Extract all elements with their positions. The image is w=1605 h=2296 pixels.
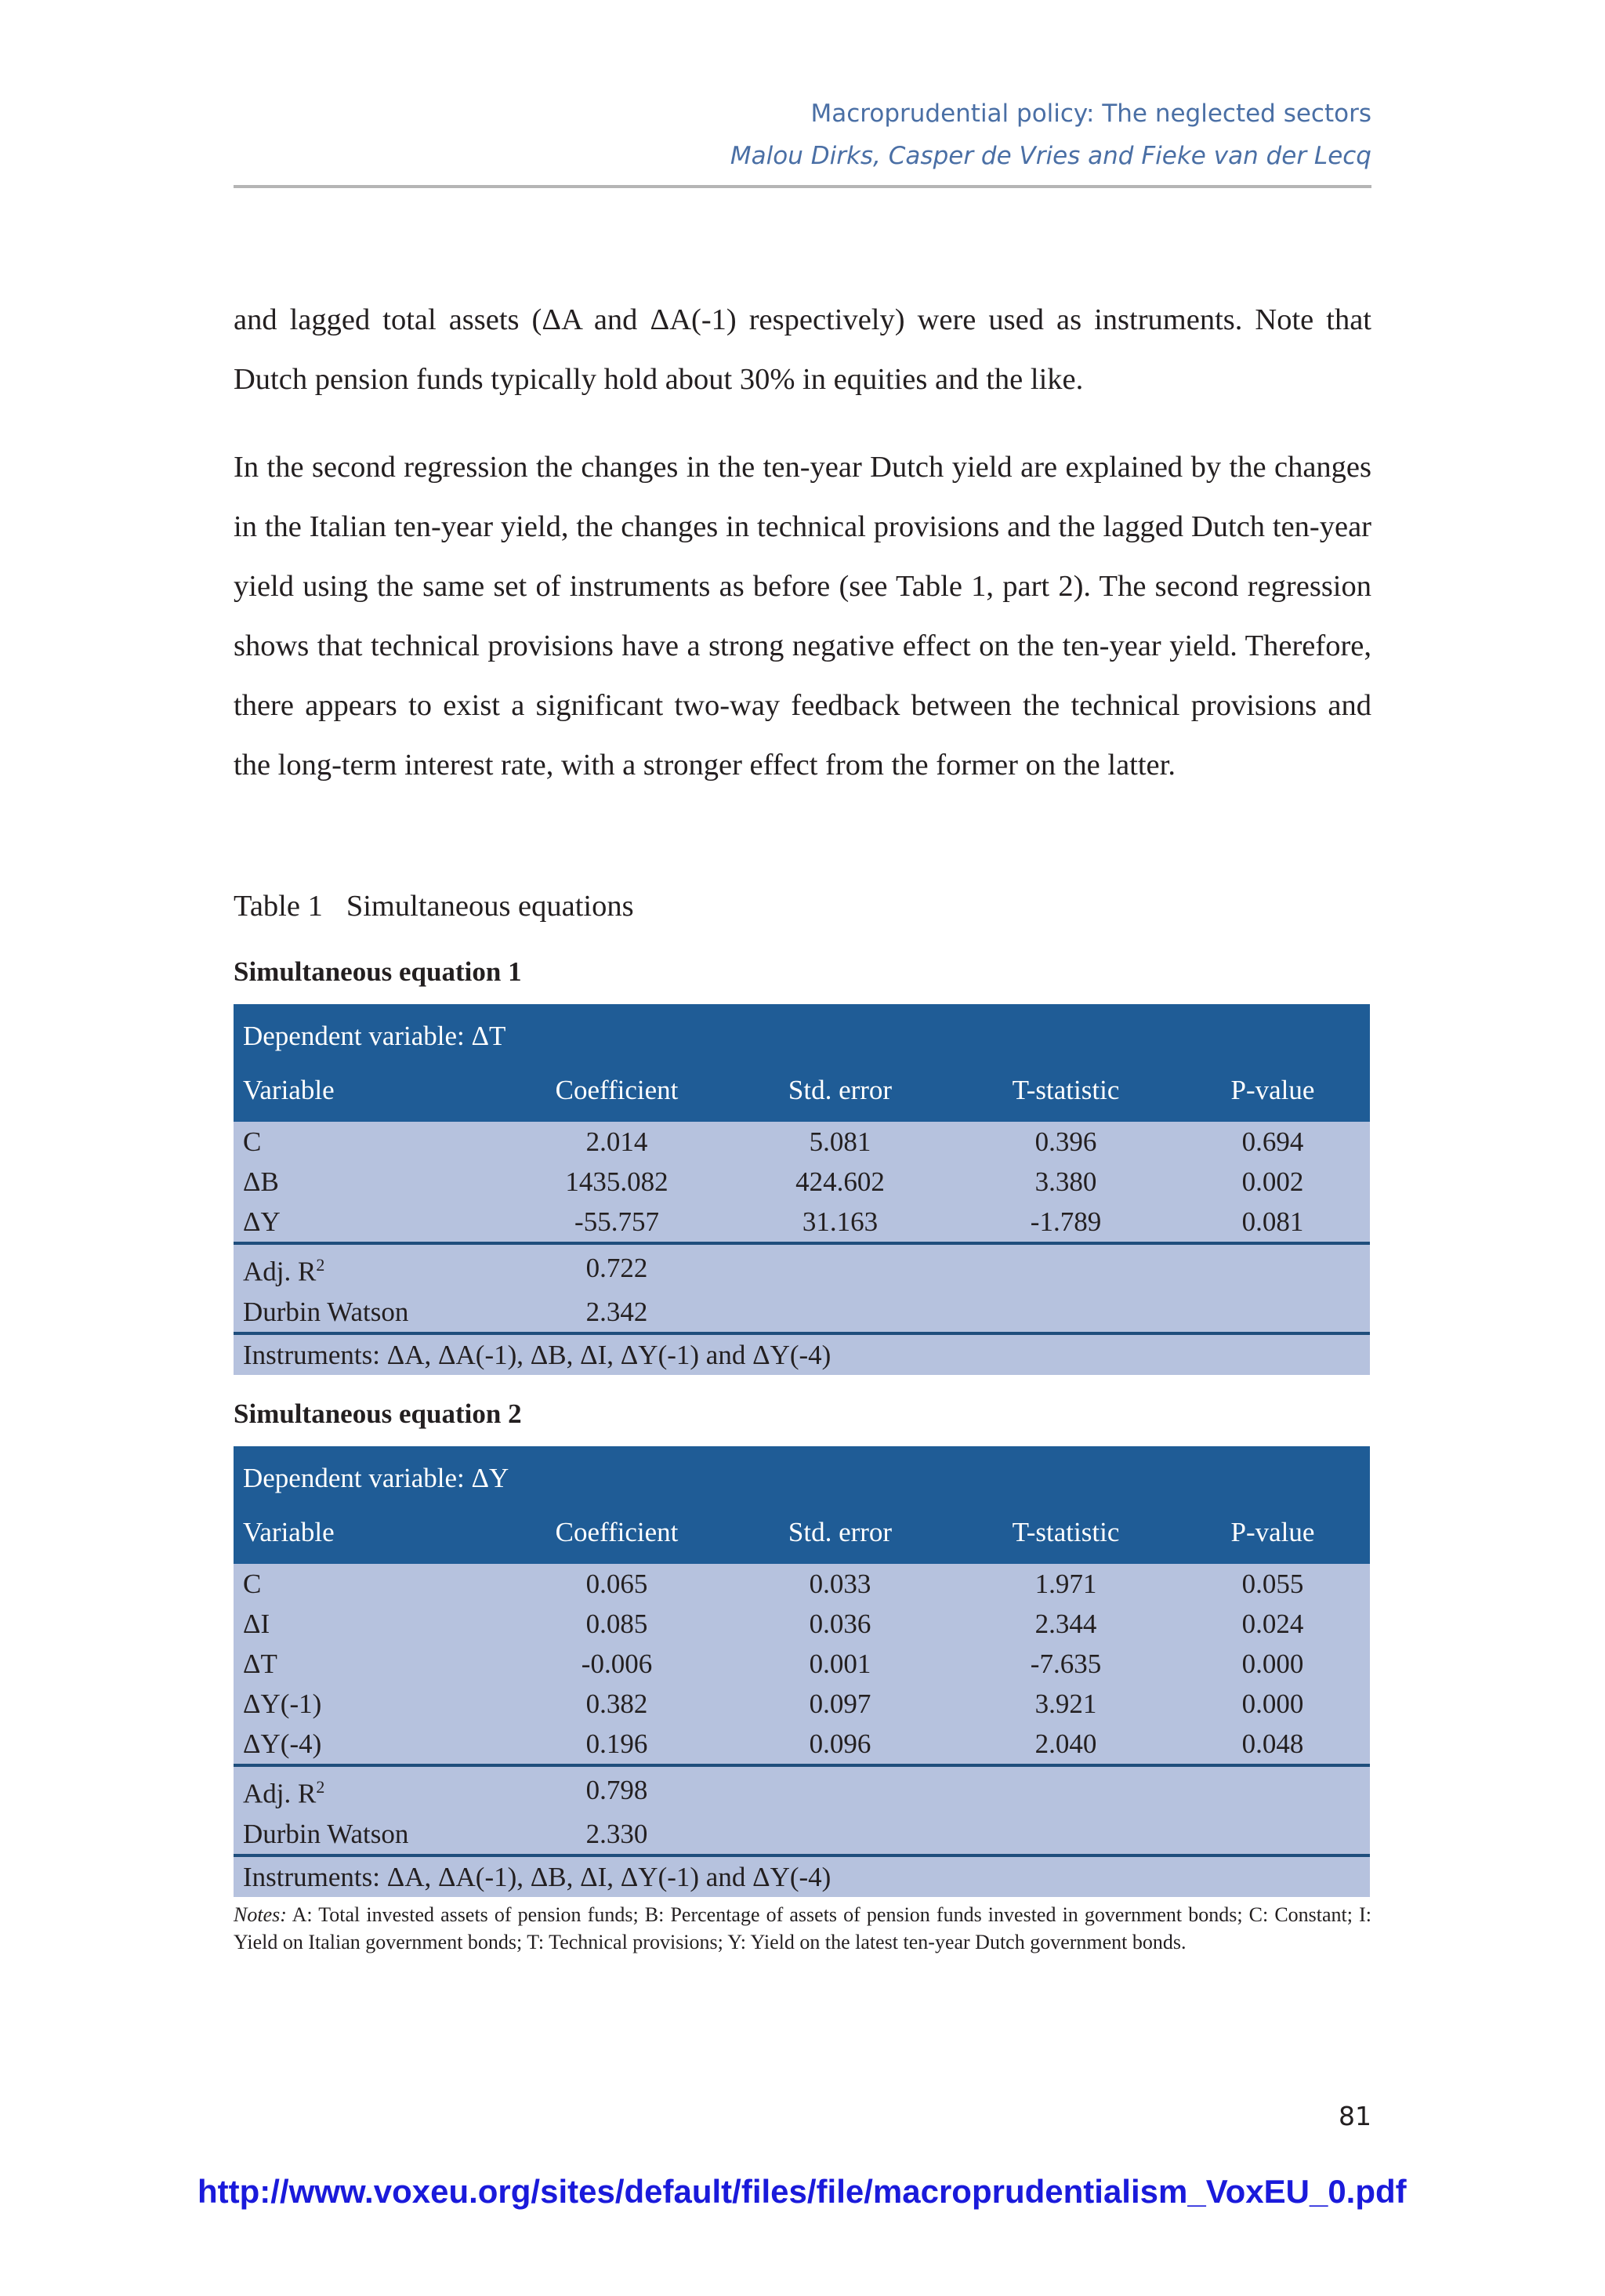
durbin-watson-value: 2.342: [509, 1292, 724, 1333]
dependent-variable: Dependent variable: ΔY: [234, 1446, 1370, 1507]
durbin-watson-label: Durbin Watson: [234, 1814, 509, 1855]
dependent-variable-row: [234, 1446, 1370, 1507]
t-statistic-cell: 3.921: [956, 1684, 1176, 1724]
table-notes: [234, 1901, 1371, 1956]
paragraph: and lagged total assets (ΔA and ΔA(-1) respectively) were used as instruments. Note that Dutch pension funds typically hold about 30% in equities and the like.: [234, 303, 1371, 396]
column-header-row: [234, 1507, 1370, 1564]
adj-r2-value: 0.798: [509, 1765, 724, 1814]
column-header: Variable: [234, 1507, 509, 1564]
instruments-text: Instruments: ΔA, ΔA(-1), ΔB, ΔI, ΔY(-1) and ΔY(-4): [234, 1855, 1370, 1897]
std-error-cell: 424.602: [724, 1162, 956, 1202]
notes-text: A: Total invested assets of pension funds; B: Percentage of assets of pension funds invested in government bonds; C: Constant; I: Yield on Italian government bonds; T: Technical provisions; Y: Yield on the latest ten-year Dutch government bonds.: [234, 1903, 1371, 1953]
std-error-cell: 31.163: [724, 1202, 956, 1243]
p-value-cell: 0.024: [1176, 1604, 1370, 1644]
column-header: T-statistic: [956, 1507, 1176, 1564]
durbin-watson-row: [234, 1814, 1370, 1855]
t-statistic-cell: 1.971: [956, 1564, 1176, 1604]
instruments-row: [234, 1855, 1370, 1897]
std-error-cell: 0.096: [724, 1724, 956, 1765]
variable-cell: ΔT: [234, 1644, 509, 1684]
table-row: [234, 1684, 1370, 1724]
source-url-link[interactable]: http://www.voxeu.org/sites/default/files/file/macroprudentialism_VoxEU_0.pdf: [197, 2173, 1407, 2210]
body-text: [234, 290, 1371, 795]
running-header: [730, 92, 1371, 177]
std-error-cell: 0.001: [724, 1644, 956, 1684]
variable-cell: ΔY: [234, 1202, 509, 1243]
column-header-row: [234, 1065, 1370, 1122]
header-authors: Malou Dirks, Casper de Vries and Fieke van der Lecq: [730, 142, 1371, 170]
std-error-cell: 0.033: [724, 1564, 956, 1604]
coefficient-cell: -55.757: [509, 1202, 724, 1243]
coefficient-cell: 0.065: [509, 1564, 724, 1604]
column-header: Variable: [234, 1065, 509, 1122]
table-row: [234, 1162, 1370, 1202]
table-title: Simultaneous equations: [346, 890, 634, 923]
header-title: Macroprudential policy: The neglected sectors: [810, 100, 1371, 128]
std-error-cell: 0.036: [724, 1604, 956, 1644]
paragraph: In the second regression the changes in the ten-year Dutch yield are explained by the changes in the Italian ten-year yield, the changes in technical provisions and the lagged Dutch ten-year yield using the same set of instruments as before (see Table 1, part 2). The second regression shows that technical provisions have a strong negative effect on the ten-year yield. Therefore, there appears to exist a significant two-way feedback between the technical provisions and the long-term interest rate, with a stronger effect from the former on the latter.: [234, 451, 1371, 782]
coefficient-cell: -0.006: [509, 1644, 724, 1684]
page-number: 81: [1339, 2101, 1371, 2131]
coefficient-cell: 0.085: [509, 1604, 724, 1644]
adj-r2-label: Adj. $R^2$: [234, 1765, 509, 1814]
instruments-text: Instruments: ΔA, ΔA(-1), ΔB, ΔI, ΔY(-1) and ΔY(-4): [234, 1333, 1370, 1375]
dependent-variable: Dependent variable: ΔT: [234, 1004, 1370, 1065]
adj-r2-row: [234, 1765, 1370, 1814]
durbin-watson-row: [234, 1292, 1370, 1333]
header-divider: [234, 185, 1371, 188]
table-caption: [234, 884, 634, 928]
variable-cell: ΔI: [234, 1604, 509, 1644]
t-statistic-cell: 2.344: [956, 1604, 1176, 1644]
equation-1-table: [234, 1004, 1370, 1375]
instruments-row: [234, 1333, 1370, 1375]
table-row: [234, 1724, 1370, 1765]
adj-r2-value: 0.722: [509, 1243, 724, 1292]
variable-cell: C: [234, 1564, 509, 1604]
column-header: T-statistic: [956, 1065, 1176, 1122]
p-value-cell: 0.048: [1176, 1724, 1370, 1765]
equation-2-table: [234, 1446, 1370, 1897]
p-value-cell: 0.000: [1176, 1684, 1370, 1724]
variable-cell: ΔY(-4): [234, 1724, 509, 1765]
t-statistic-cell: -1.789: [956, 1202, 1176, 1243]
variable-cell: ΔB: [234, 1162, 509, 1202]
table-row: [234, 1644, 1370, 1684]
variable-cell: ΔY(-1): [234, 1684, 509, 1724]
p-value-cell: 0.694: [1176, 1122, 1370, 1162]
dependent-variable-row: [234, 1004, 1370, 1065]
coefficient-cell: 0.382: [509, 1684, 724, 1724]
t-statistic-cell: 3.380: [956, 1162, 1176, 1202]
p-value-cell: 0.002: [1176, 1162, 1370, 1202]
durbin-watson-value: 2.330: [509, 1814, 724, 1855]
table-row: [234, 1202, 1370, 1243]
column-header: Coefficient: [509, 1507, 724, 1564]
coefficient-cell: 1435.082: [509, 1162, 724, 1202]
std-error-cell: 0.097: [724, 1684, 956, 1724]
coefficient-cell: 2.014: [509, 1122, 724, 1162]
t-statistic-cell: -7.635: [956, 1644, 1176, 1684]
coefficient-cell: 0.196: [509, 1724, 724, 1765]
adj-r2-row: [234, 1243, 1370, 1292]
t-statistic-cell: 2.040: [956, 1724, 1176, 1765]
p-value-cell: 0.081: [1176, 1202, 1370, 1243]
column-header: Std. error: [724, 1507, 956, 1564]
column-header: Std. error: [724, 1065, 956, 1122]
table-row: [234, 1122, 1370, 1162]
column-header: Coefficient: [509, 1065, 724, 1122]
t-statistic-cell: 0.396: [956, 1122, 1176, 1162]
p-value-cell: 0.000: [1176, 1644, 1370, 1684]
adj-r2-label: Adj. $R^2$: [234, 1243, 509, 1292]
variable-cell: C: [234, 1122, 509, 1162]
table-row: [234, 1604, 1370, 1644]
column-header: P-value: [1176, 1507, 1370, 1564]
p-value-cell: 0.055: [1176, 1564, 1370, 1604]
equation-2-heading: Simultaneous equation 2: [234, 1398, 522, 1429]
table-row: [234, 1564, 1370, 1604]
table-number: Table 1: [234, 890, 323, 923]
std-error-cell: 5.081: [724, 1122, 956, 1162]
column-header: P-value: [1176, 1065, 1370, 1122]
durbin-watson-label: Durbin Watson: [234, 1292, 509, 1333]
equation-1-heading: Simultaneous equation 1: [234, 956, 522, 987]
notes-label: Notes:: [234, 1903, 287, 1926]
